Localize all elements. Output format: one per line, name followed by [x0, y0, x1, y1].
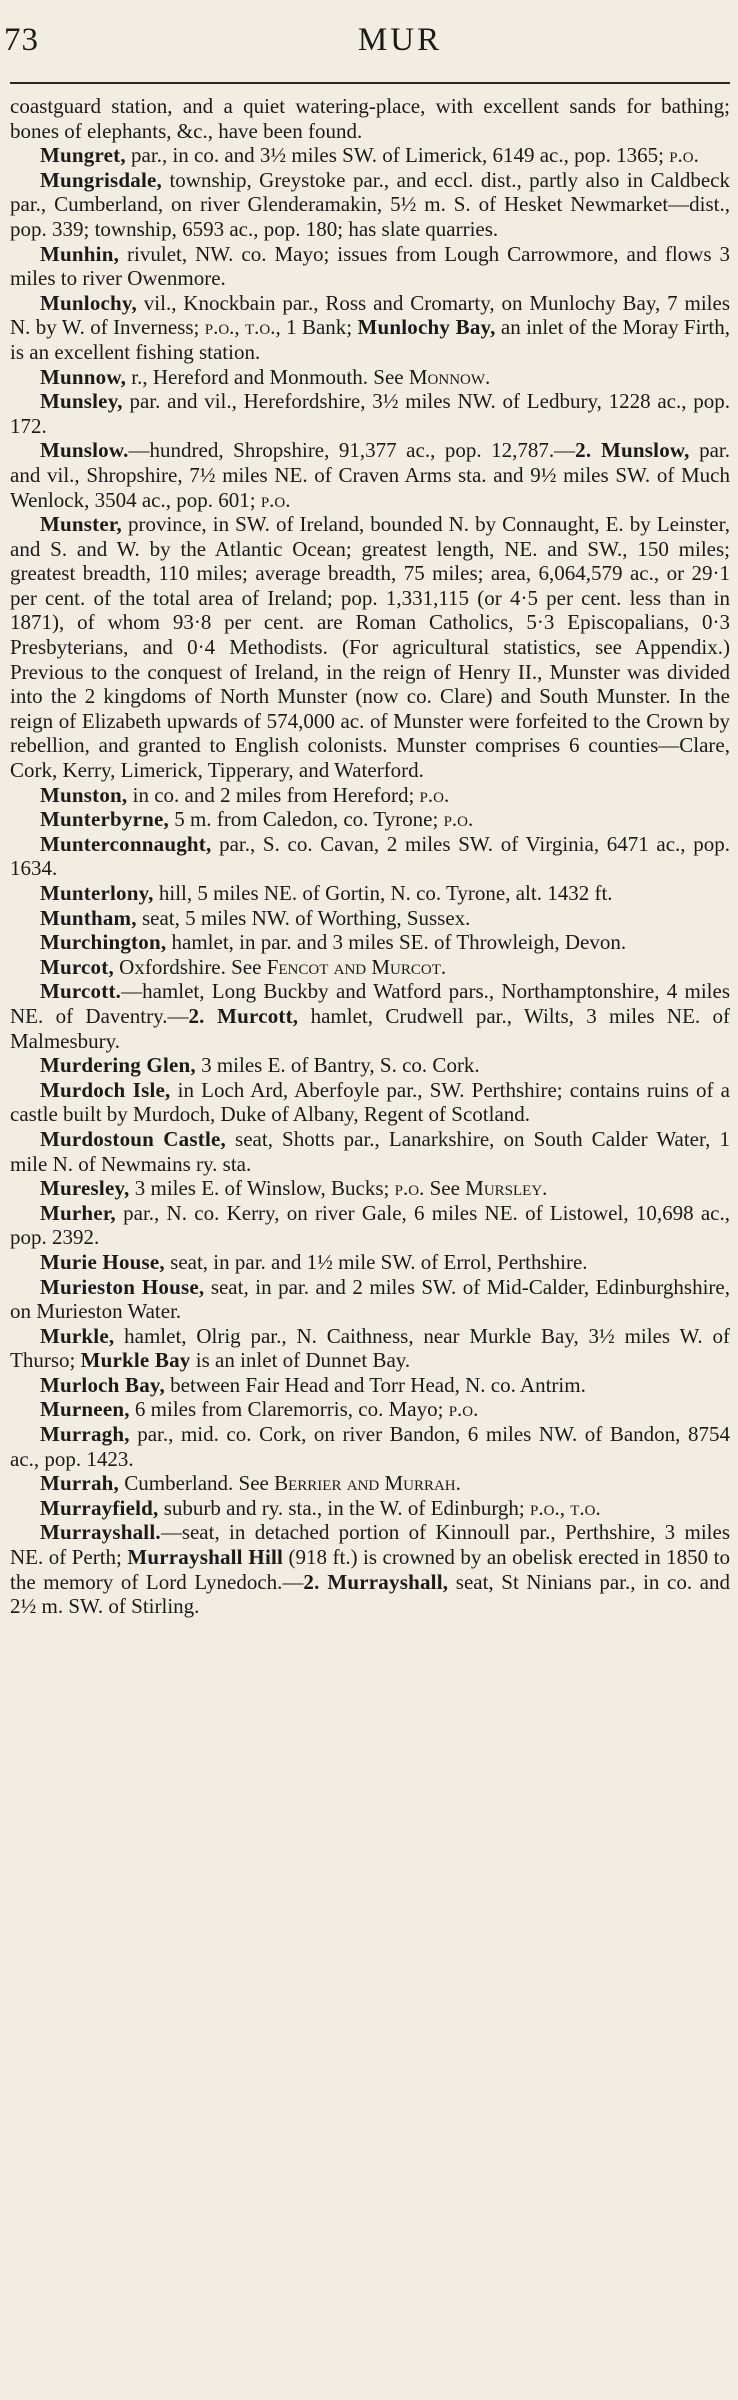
- entry-munterbyrne: [10, 807, 730, 832]
- entry-headword: Murher,: [40, 1200, 116, 1225]
- entry-headword: Murieston House,: [40, 1274, 205, 1299]
- entry-headword: Munston,: [40, 782, 128, 807]
- entry-murcot: [10, 955, 730, 980]
- entry-headword: Murdoch Isle,: [40, 1077, 171, 1102]
- entry-headword: Munslow.: [40, 438, 129, 463]
- entry-text: vil., Knockbain par., Ross and Cromarty, on Munlochy Bay, 7 miles N. by W. of Inverness;: [10, 290, 730, 340]
- entry-murcott: [10, 979, 730, 1053]
- entry-text: in Loch Ard, Aberfoyle par., SW. Perthshire; contains ruins of a castle built by Murdoch, Duke of Albany, Regent of Scotland.: [10, 1077, 730, 1127]
- entry-headword: Munhin,: [40, 241, 120, 266]
- entry-text: —hundred, Shropshire, 91,377 ac., pop. 12,787.—: [128, 438, 576, 463]
- entry-text: seat, St Ninians par., in co. and 2½ m. SW. of Stirling.: [10, 1569, 731, 1619]
- entry-headword: Munsley,: [40, 389, 123, 414]
- entry-headword: Murdering Glen,: [40, 1053, 196, 1078]
- page-number: 73: [4, 22, 39, 58]
- entry-text: par., in co. and 3½ miles SW. of Limerick, 6149 ac., pop. 1365;: [125, 143, 670, 168]
- entry-munston: [10, 783, 730, 808]
- entry-headword: Munnow,: [40, 364, 127, 389]
- entry-murie: [10, 1250, 730, 1275]
- entry-munhin: [10, 242, 730, 291]
- entry-murrah: [10, 1471, 730, 1496]
- entry-text: —hamlet, Long Buckby and Watford pars., Northamptonshire, 4 miles NE. of Daventry.—: [10, 979, 730, 1028]
- entry-murieston: [10, 1275, 730, 1324]
- entry-headword: Munterlony,: [40, 881, 154, 905]
- entry-murdoch: [10, 1078, 730, 1127]
- small-caps-text: p.o.: [260, 487, 291, 512]
- entry-muntham: [10, 906, 730, 931]
- entry-text: 3 miles E. of Winslow, Bucks;: [129, 1176, 395, 1201]
- entry-text: coastguard station, and a quiet watering-place, with excellent sands for bathing; bones of elephants, &c., have been found.: [10, 94, 730, 143]
- entry-text: —seat, in detached portion of Kinnoull par., Perthshire, 3 miles NE. of Perth;: [10, 1520, 730, 1570]
- entry-munterlony: [10, 881, 730, 906]
- small-caps-text: Mursley.: [465, 1176, 548, 1201]
- entry-text: par., S. co. Cavan, 2 miles SW. of Virginia, 6471 ac., pop. 1634.: [10, 831, 730, 881]
- entry-muntercon: [10, 832, 730, 881]
- entry-text: 6 miles from Claremorris, co. Mayo;: [129, 1397, 449, 1422]
- entry-murloch: [10, 1373, 730, 1398]
- entry-text: par. and vil., Herefordshire, 3½ miles NW. of Ledbury, 1228 ac., pop. 172.: [10, 389, 730, 438]
- entry-headword: Munster,: [40, 512, 122, 537]
- entry-murragh: [10, 1422, 730, 1471]
- entry-headword: Murkle Bay: [80, 1348, 191, 1373]
- small-caps-text: p.o., t.o.: [530, 1495, 601, 1520]
- entry-murdostoun: [10, 1127, 730, 1176]
- entry-text: province, in SW. of Ireland, bounded N. by Connaught, E. by Leinster, and S. and W. by the Atlantic Ocean; greatest length, NE. and SW., 150 miles; greatest breadth, 110 miles; average breadth, 75 miles; area, 6,064,579 ac., or 29·1 per cent. of the total area of Ireland; pop. 1,331,115 (or 4·5 per cent. less than in 1871), of whom 93·8 per cent. are Roman Catholics, 5·3 Episcopalians, 0·3 Presbyterians, and 0·4 Methodists. (For agricultural statistics, see Appendix.) Previous to the conquest of Ireland, in the reign of Henry II., Munster was divided into the 2 kingdoms of North Munster (now co. Clare) and South Munster. In the reign of Elizabeth upwards of 574,000 ac. of Munster were forfeited to the Crown by rebellion, and granted to English colonists. Munster comprises 6 counties—Clare, Cork, Kerry, Limerick, Tipperary, and Waterford.: [10, 512, 730, 783]
- entry-text: hamlet, Crudwell par., Wilts, 3 miles NE. of Malmesbury.: [10, 1003, 730, 1053]
- entry-text: 5 m. from Caledon, co. Tyrone;: [168, 807, 444, 832]
- entries-column: [10, 88, 730, 1619]
- entry-mungrisdale: [10, 168, 730, 242]
- entry-headword: Murchington,: [40, 930, 167, 955]
- entry-murdering: [10, 1053, 730, 1078]
- header-rule: [10, 82, 730, 84]
- entry-munlochy: [10, 291, 730, 365]
- entry-text: Cumberland. See: [118, 1471, 275, 1496]
- small-caps-text: p.o.: [448, 1397, 479, 1422]
- entry-headword: Murdostoun Castle,: [40, 1126, 226, 1151]
- entry-murrayfield: [10, 1496, 730, 1521]
- entry-text: township, Greystoke par., and eccl. dist., partly also in Caldbeck par., Cumberland, on river Glenderamakin, 5½ m. S. of Hesket Newmarket—dist., pop. 339; township, 6593 ac., pop. 180; has slate quarries.: [10, 167, 730, 241]
- entry-text: rivulet, NW. co. Mayo; issues from Lough Carrowmore, and flows 3 miles to river Owenmore.: [10, 241, 730, 291]
- entry-headword: Murrayshall Hill: [127, 1545, 284, 1570]
- entry-headword: Murrah,: [40, 1471, 119, 1496]
- entry-murchington: [10, 930, 730, 955]
- entry-headword: Murcot,: [40, 954, 114, 979]
- small-caps-text: p.o.: [394, 1176, 425, 1201]
- entry-murkle: [10, 1324, 730, 1373]
- entry-headword: Murneen,: [40, 1397, 130, 1422]
- entry-headword: Murragh,: [40, 1422, 130, 1447]
- entry-murneen: [10, 1397, 730, 1422]
- small-caps-text: Berrier and Murrah.: [274, 1471, 461, 1496]
- entry-text: hill, 5 miles NE. of Gortin, N. co. Tyrone, alt. 1432 ft.: [153, 881, 613, 905]
- small-caps-text: p.o.: [669, 143, 699, 168]
- entry-text: an inlet of the Moray Firth, is an excellent fishing station.: [10, 315, 731, 364]
- entry-mungret: [10, 143, 730, 168]
- entry-text: hamlet, in par. and 3 miles SE. of Throwleigh, Devon.: [166, 930, 627, 955]
- entry-headword: Murie House,: [40, 1249, 165, 1274]
- entry-munslow: [10, 438, 730, 512]
- entry-murher: [10, 1201, 730, 1250]
- entry-headword: Mungrisdale,: [40, 167, 162, 192]
- entry-headword: Murkle,: [40, 1323, 115, 1348]
- entry-text: (918 ft.) is crowned by an obelisk erected in 1850 to the memory of Lord Lynedoch.—: [10, 1545, 730, 1594]
- small-caps-text: p.o.: [443, 807, 474, 832]
- entry-headword: Munterbyrne,: [40, 807, 169, 832]
- page-header: [4, 0, 730, 88]
- entry-headword: Murloch Bay,: [40, 1372, 165, 1397]
- entry-headword: Murrayshall.: [40, 1520, 161, 1545]
- entry-headword: 2. Murrayshall,: [303, 1569, 449, 1594]
- entry-text: between Fair Head and Torr Head, N. co. Antrim.: [164, 1372, 586, 1397]
- entry-text: par., mid. co. Cork, on river Bandon, 6 miles NW. of Bandon, 8754 ac., pop. 1423.: [10, 1422, 730, 1471]
- entry-munnow: [10, 365, 730, 390]
- entry-text: par., N. co. Kerry, on river Gale, 6 miles NE. of Listowel, 10,698 ac., pop. 2392.: [10, 1200, 730, 1250]
- entry-text: par. and vil., Shropshire, 7½ miles NE. of Craven Arms sta. and 9½ miles SW. of Much Wenlock, 3504 ac., pop. 601;: [10, 438, 730, 512]
- entry-text: r., Hereford and Monmouth. See: [126, 364, 409, 389]
- small-caps-text: p.o., t.o.,: [204, 315, 281, 340]
- entry-munster: [10, 512, 730, 783]
- entry-munsley: [10, 389, 730, 438]
- entry-text: in co. and 2 miles from Hereford;: [127, 782, 420, 807]
- entry-text: hamlet, Olrig par., N. Caithness, near Murkle Bay, 3½ miles W. of Thurso;: [10, 1323, 730, 1373]
- small-caps-text: p.o.: [419, 782, 450, 807]
- entry-headword: Murcott.: [40, 979, 122, 1004]
- small-caps-text: Monnow.: [408, 364, 491, 389]
- entry-headword: Munlochy,: [40, 290, 137, 315]
- small-caps-text: Fencot and Murcot.: [266, 954, 447, 979]
- entry-headword: Munlochy Bay,: [357, 315, 496, 340]
- entry-text: seat, in par. and 2 miles SW. of Mid-Calder, Edinburghshire, on Murieston Water.: [10, 1274, 730, 1324]
- entry-murrayshall: [10, 1520, 730, 1618]
- entry-text: 3 miles E. of Bantry, S. co. Cork.: [195, 1053, 480, 1078]
- running-head: MUR: [357, 22, 443, 58]
- entry-text: is an inlet of Dunnet Bay.: [190, 1348, 411, 1373]
- entry-headword: Muntham,: [40, 905, 137, 930]
- entry-text: 1 Bank;: [280, 315, 358, 340]
- entry-continuation: [10, 94, 730, 143]
- entry-text: seat, Shotts par., Lanarkshire, on South Calder Water, 1 mile N. of Newmains ry. sta.: [10, 1126, 730, 1176]
- entry-text: Oxfordshire. See: [113, 954, 267, 979]
- entry-headword: Munterconnaught,: [40, 831, 212, 856]
- entry-headword: Murrayfield,: [40, 1495, 159, 1520]
- entry-text: seat, 5 miles NW. of Worthing, Sussex.: [136, 905, 471, 930]
- entry-headword: Mungret,: [40, 143, 126, 168]
- entry-headword: Muresley,: [40, 1176, 130, 1201]
- entry-text: suburb and ry. sta., in the W. of Edinburgh;: [158, 1495, 531, 1520]
- entry-text: See: [424, 1176, 466, 1201]
- entry-mursley: [10, 1176, 730, 1201]
- entry-headword: 2. Murcott,: [188, 1003, 299, 1028]
- entry-text: seat, in par. and 1½ mile SW. of Errol, Perthshire.: [164, 1249, 588, 1274]
- entry-headword: 2. Munslow,: [575, 438, 690, 463]
